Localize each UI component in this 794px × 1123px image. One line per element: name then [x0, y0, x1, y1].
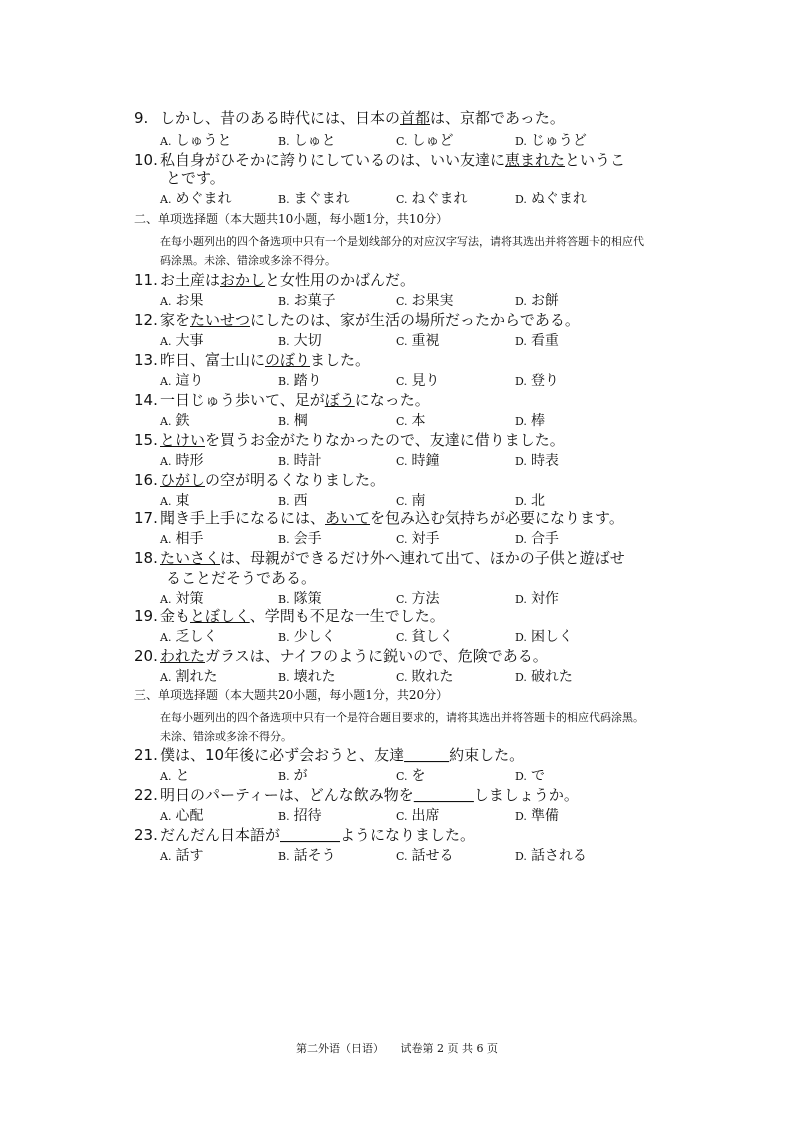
answer-option	[278, 130, 336, 150]
stem-text-before: 一日じゅう歩いて、足が	[160, 391, 325, 409]
option-letter: A.	[160, 850, 172, 863]
option-letter: B.	[278, 770, 290, 783]
option-letter: B.	[278, 455, 290, 468]
answer-option	[515, 450, 559, 470]
underlined-target: とぼしく	[190, 607, 250, 625]
underlined-target: のぼり	[265, 351, 311, 369]
answer-option	[396, 588, 440, 608]
option-letter: C.	[396, 770, 408, 783]
answer-option	[160, 666, 217, 686]
answer-option	[278, 330, 322, 350]
option-text: しゅうと	[175, 133, 232, 149]
option-letter: C.	[396, 375, 408, 388]
option-letter: B.	[278, 533, 290, 546]
option-text: 南	[411, 493, 426, 509]
section-heading: 三、单项选择题（本大题共20小题，每小题1分，共20分）	[134, 688, 449, 702]
question-stem-continued: とです。	[166, 169, 225, 187]
option-letter: D.	[515, 671, 527, 684]
stem-text-before: 僕は、10年後に必ず会おうと、友達	[160, 746, 405, 764]
option-text: まぐまれ	[293, 191, 350, 207]
option-letter: B.	[278, 593, 290, 606]
question-stem	[134, 390, 654, 410]
option-letter: B.	[278, 335, 290, 348]
option-letter: B.	[278, 671, 290, 684]
question-number: 12.	[134, 311, 158, 329]
stem-text-before: 聞き手上手になるには、	[160, 509, 326, 527]
answer-options	[160, 410, 640, 430]
question-number: 22.	[134, 786, 158, 804]
answer-option	[396, 626, 454, 646]
answer-option	[515, 490, 545, 510]
option-letter: C.	[396, 850, 408, 863]
option-letter: B.	[278, 193, 290, 206]
option-letter: D.	[515, 193, 527, 206]
question-number: 21.	[134, 746, 158, 764]
question-stem	[134, 745, 654, 765]
option-text: 時計	[293, 453, 322, 469]
option-text: じゅうど	[530, 133, 587, 149]
stem-text-after: 、学問も不足な一生でした。	[249, 607, 445, 625]
option-text: 準備	[530, 808, 559, 824]
answer-option	[515, 188, 587, 208]
section-instructions: 在每小题列出的四个备选项中只有一个是符合题目要求的，请将其选出并将答题卡的相应代码涂黑。未涂、错涂或多涂不得分。	[160, 711, 644, 743]
option-text: 会手	[293, 531, 322, 547]
option-letter: B.	[278, 810, 290, 823]
stem-text-after: を包み込む気持ちが必要になります。	[370, 509, 624, 527]
answer-option	[160, 290, 203, 310]
question-stem	[134, 270, 654, 290]
answer-option	[396, 410, 426, 430]
option-letter: C.	[396, 810, 408, 823]
option-letter: D.	[515, 335, 527, 348]
answer-option	[515, 845, 587, 865]
underlined-target: ぼう	[324, 391, 355, 409]
answer-options	[160, 528, 640, 548]
option-letter: B.	[278, 295, 290, 308]
question-stem	[134, 350, 654, 370]
answer-option	[278, 188, 350, 208]
stem-text-after: ました。	[310, 351, 371, 369]
underlined-target: ＿＿＿＿	[280, 826, 341, 844]
option-text: ぬぐまれ	[530, 191, 587, 207]
option-letter: A.	[160, 631, 172, 644]
stem-text-after: は、京都であった。	[430, 109, 565, 127]
answer-options	[160, 490, 640, 510]
option-letter: A.	[160, 193, 172, 206]
option-text: 西	[293, 493, 308, 509]
option-letter: A.	[160, 375, 172, 388]
option-letter: C.	[396, 135, 408, 148]
question-stem	[134, 606, 654, 626]
option-text: 対作	[530, 591, 559, 607]
section-instructions: 在每小题列出的四个备选项中只有一个是划线部分的对应汉字写法，请将其选出并将答题卡的相应代码涂黑。未涂、错涂或多涂不得分。	[160, 235, 644, 267]
answer-option	[396, 290, 454, 310]
question-stem	[134, 548, 654, 568]
option-letter: C.	[396, 495, 408, 508]
option-text: 対策	[175, 591, 204, 607]
underlined-target: 恵まれた	[505, 151, 566, 169]
answer-option	[515, 330, 559, 350]
answer-option	[278, 765, 308, 785]
option-letter: D.	[515, 850, 527, 863]
answer-option	[278, 805, 322, 825]
question-number: 18.	[134, 549, 158, 567]
answer-options	[160, 188, 640, 208]
option-text: 乏しく	[175, 629, 218, 645]
stem-text-after: と女性用のかばんだ。	[265, 271, 416, 289]
option-text: 隊策	[293, 591, 322, 607]
underlined-target: おかし	[220, 271, 266, 289]
question-stem	[134, 646, 654, 666]
stem-text-after: ようになりました。	[340, 826, 476, 844]
section-heading: 二、单项选择题（本大题共10小题，每小题1分，共10分）	[134, 212, 449, 226]
option-text: 重視	[411, 333, 440, 349]
option-text: 棒	[530, 413, 545, 429]
option-text: 対手	[411, 531, 440, 547]
answer-options	[160, 290, 640, 310]
option-text: しゅど	[411, 133, 454, 149]
option-text: お菓子	[293, 293, 336, 309]
answer-option	[396, 805, 440, 825]
answer-option	[396, 370, 440, 390]
option-text: 心配	[175, 808, 204, 824]
stem-text-before: だんだん日本語が	[160, 826, 281, 844]
answer-option	[160, 370, 203, 390]
option-text: が	[293, 768, 308, 784]
option-text: ねぐまれ	[411, 191, 468, 207]
option-text: 大事	[175, 333, 204, 349]
question-number: 10.	[134, 151, 158, 169]
answer-option	[278, 588, 322, 608]
answer-option	[396, 765, 426, 785]
option-text: 話される	[530, 848, 587, 864]
answer-option	[396, 188, 468, 208]
option-text: 看重	[530, 333, 559, 349]
page-footer: 第二外语（日语） 试卷第 2 页 共 6 页	[296, 1042, 498, 1055]
answer-option	[515, 765, 545, 785]
underlined-target: たいせつ	[190, 311, 251, 329]
question-stem	[134, 508, 654, 528]
answer-option	[160, 805, 203, 825]
stem-text-after: ガラスは、ナイフのように鋭いので、危険である。	[205, 647, 548, 665]
answer-option	[278, 450, 322, 470]
option-letter: C.	[396, 631, 408, 644]
underlined-target: 首都	[400, 109, 431, 127]
question-number: 11.	[134, 271, 158, 289]
option-letter: D.	[515, 770, 527, 783]
option-text: 話そう	[293, 848, 336, 864]
option-letter: C.	[396, 335, 408, 348]
answer-options	[160, 666, 640, 686]
answer-option	[515, 626, 573, 646]
option-text: 鉄	[175, 413, 190, 429]
stem-text-before: 私自身がひそかに誇りにしているのは、いい友達に	[160, 151, 506, 169]
answer-option	[160, 626, 217, 646]
option-letter: C.	[396, 671, 408, 684]
answer-option	[515, 370, 559, 390]
option-text: 話す	[175, 848, 204, 864]
option-text: を	[411, 768, 426, 784]
stem-text-after: になった。	[354, 391, 430, 409]
option-text: 這り	[175, 373, 204, 389]
option-text: 少しく	[293, 629, 336, 645]
option-text: 東	[175, 493, 190, 509]
option-letter: D.	[515, 593, 527, 606]
answer-option	[278, 410, 308, 430]
underlined-target: あいて	[325, 509, 371, 527]
option-text: 時鐘	[411, 453, 440, 469]
answer-options	[160, 805, 640, 825]
option-letter: A.	[160, 533, 172, 546]
question-number: 15.	[134, 431, 158, 449]
underlined-target: ＿＿＿＿	[413, 786, 474, 804]
option-text: 見り	[411, 373, 440, 389]
option-text: 壊れた	[293, 669, 336, 685]
option-text: 招待	[293, 808, 322, 824]
answer-option	[278, 666, 336, 686]
option-letter: A.	[160, 810, 172, 823]
question-stem	[134, 150, 654, 170]
question-stem	[134, 825, 654, 845]
option-text: 大切	[293, 333, 322, 349]
stem-text-before: しかし、昔のある時代には、日本の	[160, 109, 401, 127]
option-text: 時表	[530, 453, 559, 469]
option-letter: C.	[396, 593, 408, 606]
option-letter: A.	[160, 455, 172, 468]
question-number: 19.	[134, 607, 158, 625]
question-number: 20.	[134, 647, 158, 665]
option-text: 破れた	[530, 669, 573, 685]
option-letter: A.	[160, 415, 172, 428]
option-text: 棡	[293, 413, 308, 429]
answer-option	[160, 188, 231, 208]
option-letter: D.	[515, 455, 527, 468]
answer-option	[278, 626, 336, 646]
stem-text-after: というこ	[565, 151, 626, 169]
answer-option	[515, 805, 559, 825]
answer-option	[515, 130, 587, 150]
option-letter: C.	[396, 193, 408, 206]
option-letter: A.	[160, 295, 172, 308]
stem-text-before: 家を	[160, 311, 191, 329]
option-text: 困しく	[530, 629, 573, 645]
option-text: で	[530, 768, 545, 784]
option-letter: B.	[278, 631, 290, 644]
answer-option	[160, 588, 203, 608]
underlined-target: たいさく	[160, 549, 221, 567]
option-letter: D.	[515, 495, 527, 508]
question-stem	[134, 470, 654, 490]
answer-option	[515, 666, 573, 686]
answer-options	[160, 626, 640, 646]
option-letter: B.	[278, 375, 290, 388]
option-letter: D.	[515, 135, 527, 148]
option-text: 合手	[530, 531, 559, 547]
answer-options	[160, 765, 640, 785]
option-text: 方法	[411, 591, 440, 607]
option-letter: B.	[278, 850, 290, 863]
answer-option	[515, 588, 559, 608]
option-text: 時形	[175, 453, 204, 469]
option-text: お餅	[530, 293, 559, 309]
answer-options	[160, 588, 640, 608]
option-text: 本	[411, 413, 426, 429]
option-text: 相手	[175, 531, 204, 547]
answer-option	[278, 290, 336, 310]
stem-text-after: しましょうか。	[473, 786, 579, 804]
option-letter: B.	[278, 135, 290, 148]
answer-option	[160, 528, 203, 548]
answer-options	[160, 370, 640, 390]
question-stem	[134, 310, 654, 330]
underlined-target: ＿＿＿	[404, 746, 450, 764]
question-stem	[134, 108, 654, 128]
question-number: 23.	[134, 826, 158, 844]
option-letter: D.	[515, 295, 527, 308]
stem-text-before: 明日のパーティーは、どんな飲み物を	[160, 786, 414, 804]
option-text: めぐまれ	[175, 191, 232, 207]
option-text: と	[175, 768, 190, 784]
option-text: 出席	[411, 808, 440, 824]
underlined-target: ひがし	[160, 471, 206, 489]
answer-option	[160, 490, 189, 510]
question-number: 16.	[134, 471, 158, 489]
answer-option	[160, 450, 203, 470]
stem-text-before: 金も	[160, 607, 191, 625]
option-letter: C.	[396, 455, 408, 468]
question-number: 9.	[134, 109, 149, 127]
option-text: お果	[175, 293, 204, 309]
option-letter: B.	[278, 495, 290, 508]
answer-option	[160, 410, 189, 430]
answer-option	[278, 370, 322, 390]
stem-text-after: を買うお金がたりなかったので、友達に借りました。	[205, 431, 565, 449]
answer-option	[396, 330, 440, 350]
question-number: 13.	[134, 351, 158, 369]
option-letter: A.	[160, 770, 172, 783]
answer-option	[278, 528, 322, 548]
question-number: 17.	[134, 509, 158, 527]
stem-text-before: 昨日、富士山に	[160, 351, 266, 369]
stem-text-after: にしたのは、家が生活の場所だったからである。	[250, 311, 580, 329]
answer-option	[515, 410, 545, 430]
answer-option	[160, 765, 189, 785]
option-letter: D.	[515, 810, 527, 823]
option-letter: D.	[515, 375, 527, 388]
answer-option	[278, 490, 308, 510]
option-letter: C.	[396, 533, 408, 546]
option-text: しゅと	[293, 133, 336, 149]
answer-options	[160, 330, 640, 350]
option-text: 踏り	[293, 373, 322, 389]
answer-option	[396, 666, 454, 686]
option-letter: A.	[160, 495, 172, 508]
question-stem	[134, 785, 654, 805]
question-stem	[134, 430, 654, 450]
answer-options	[160, 450, 640, 470]
answer-option	[396, 490, 426, 510]
option-text: 北	[530, 493, 545, 509]
answer-option	[515, 528, 559, 548]
option-letter: C.	[396, 295, 408, 308]
option-letter: D.	[515, 533, 527, 546]
answer-option	[160, 330, 203, 350]
answer-options	[160, 845, 640, 865]
stem-text-after: 約束した。	[449, 746, 525, 764]
option-text: 登り	[530, 373, 559, 389]
option-text: 貧しく	[411, 629, 454, 645]
answer-option	[160, 845, 203, 865]
underlined-target: とけい	[160, 431, 206, 449]
option-text: 敗れた	[411, 669, 454, 685]
option-letter: C.	[396, 415, 408, 428]
answer-option	[160, 130, 231, 150]
answer-option	[396, 130, 454, 150]
answer-option	[515, 290, 559, 310]
option-text: 割れた	[175, 669, 218, 685]
option-letter: B.	[278, 415, 290, 428]
option-letter: A.	[160, 335, 172, 348]
question-number: 14.	[134, 391, 158, 409]
underlined-target: われた	[160, 647, 206, 665]
option-letter: A.	[160, 593, 172, 606]
option-letter: D.	[515, 415, 527, 428]
option-text: 話せる	[411, 848, 454, 864]
option-text: お果実	[411, 293, 454, 309]
answer-options	[160, 130, 640, 150]
question-stem-continued: ることだそうである。	[166, 569, 317, 587]
stem-text-before: お土産は	[160, 271, 221, 289]
answer-option	[396, 845, 454, 865]
stem-text-after: は、母親ができるだけ外へ連れて出て、ほかの子供と遊ばせ	[220, 549, 625, 567]
answer-option	[396, 450, 440, 470]
answer-option	[278, 845, 336, 865]
option-letter: D.	[515, 631, 527, 644]
answer-option	[396, 528, 440, 548]
option-letter: A.	[160, 671, 172, 684]
option-letter: A.	[160, 135, 172, 148]
stem-text-after: の空が明るくなりました。	[205, 471, 386, 489]
